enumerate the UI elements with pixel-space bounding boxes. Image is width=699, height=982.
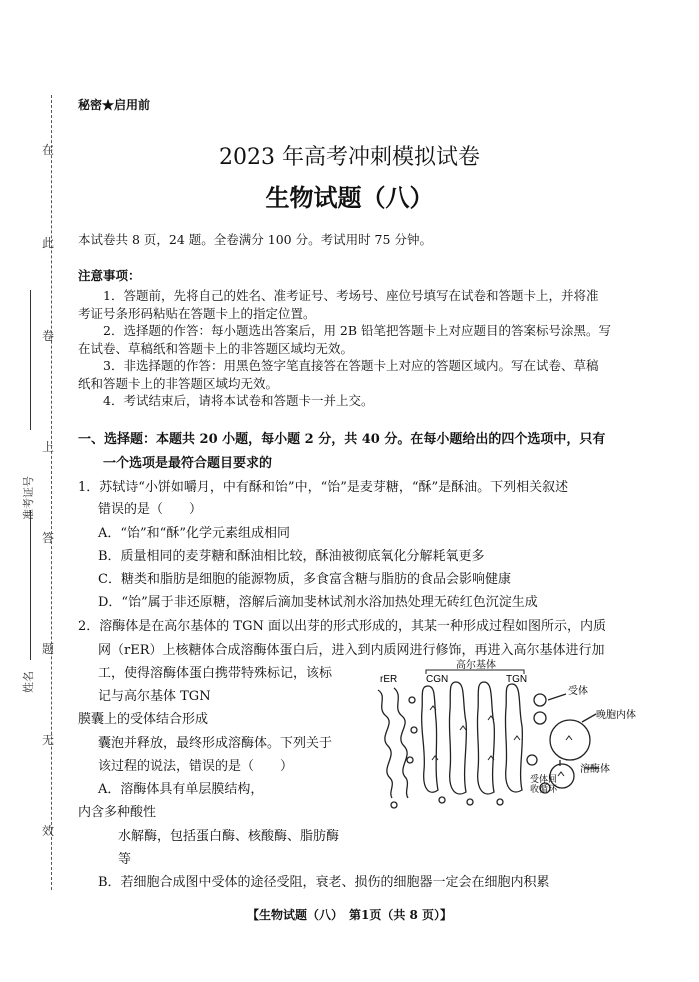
golgi-cisterna-2 <box>449 682 466 794</box>
q2-option-a-line1: A．溶酶体具有单层膜结构， <box>98 782 264 797</box>
section-heading-line2: 一个选项是最符合题目要求的 <box>103 456 273 471</box>
margin-char-1: 在 <box>42 143 55 157</box>
q2-stem-line5: 膜囊上的受体结合形成 <box>78 712 209 727</box>
figure-svg <box>370 660 636 810</box>
q2-stem-line1: 2．溶酶体是在高尔基体的 TGN 面以出芽的形式形成的，其某一种形成过程如图所示，内质 <box>78 619 606 634</box>
margin-char-6: 题 <box>42 642 55 656</box>
q2-option-a-line4: 等 <box>118 852 132 867</box>
q2-option-a-line3: 水解酶，包括蛋白酶、核酸酶、脂肪酶 <box>118 829 340 844</box>
q2-stem-line3: 工，使得溶酶体蛋白携带特殊标记，该标 <box>98 666 333 681</box>
q1-option-c: C．糖类和脂肪是细胞的能源物质，多食富含糖与脂肪的食品会影响健康 <box>98 572 511 587</box>
section-heading-line1: 一、选择题：本题共 20 小题，每小题 2 分，共 40 分。在每小题给出的四个选项中，只有 <box>78 432 606 447</box>
q2-stem-line6: 囊泡并释放，最终形成溶酶体。下列关于 <box>98 736 333 751</box>
figure-label-recycle-1: 受体回 <box>530 774 558 784</box>
exam-number-line <box>30 290 31 430</box>
margin-char-3: 卷 <box>42 329 55 343</box>
golgi-cisterna-3 <box>477 682 494 794</box>
notice-line-4: 在试卷、草稿纸和答题卡上的非答题区域均无效。 <box>78 341 354 356</box>
exam-subtitle: 生物试题（八） <box>265 183 434 212</box>
page-footer: 【生物试题（八） 第1页（共 8 页）】 <box>246 908 453 922</box>
figure-label-receptor: 受体 <box>568 686 588 697</box>
figure-label-cgn: CGN <box>426 674 449 685</box>
margin-char-5: 答 <box>42 531 55 545</box>
name-label: 姓名 <box>22 671 35 693</box>
golgi-cisterna-1 <box>422 686 438 792</box>
margin-char-7: 无 <box>42 733 55 747</box>
notice-line-7: 4．考试结束后，请将本试卷和答题卡一并上交。 <box>103 393 374 408</box>
exam-number-label: 准考证号 <box>22 476 35 520</box>
lysosome-figure <box>370 660 636 810</box>
golgi-cisterna-4 <box>505 684 522 792</box>
binding-dashed-line <box>51 95 52 890</box>
q2-stem-line7: 该过程的说法，错误的是（ ） <box>98 759 294 774</box>
late-endosome <box>550 720 590 760</box>
figure-label-golgi: 高尔基体 <box>456 660 496 671</box>
notice-line-3: 2．选择题的作答：每小题选出答案后，用 2B 铅笔把答题卡上对应题目的答案标号涂黑。写 <box>103 323 612 338</box>
name-line <box>30 510 31 660</box>
secret-label: 秘密★启用前 <box>78 98 151 112</box>
figure-label-lysosome: 溶酶体 <box>580 764 610 775</box>
exam-intro: 本试卷共 8 页，24 题。全卷满分 100 分。考试用时 75 分钟。 <box>78 232 432 247</box>
q2-stem-line4: 记与高尔基体 TGN <box>98 689 211 704</box>
margin-char-2: 此 <box>42 236 55 250</box>
q1-stem-line1: 1．苏轼诗“小饼如嚼月，中有酥和饴”中，“饴”是麦芽糖，“酥”是酥油。下列相关叙述 <box>78 480 569 495</box>
notice-heading: 注意事项： <box>78 268 141 283</box>
figure-label-tgn: TGN <box>506 674 528 685</box>
figure-label-recycle-2: 收循环 <box>530 784 558 794</box>
q2-option-a-line2: 内含多种酸性 <box>78 805 157 820</box>
figure-label-rer: rER <box>380 674 398 685</box>
q1-option-d: D．“饴”属于非还原糖，溶解后滴加斐林试剂水浴加热处理无砖红色沉淀生成 <box>98 595 538 610</box>
rer-membrane <box>378 690 392 798</box>
notice-line-1: 1．答题前，先将自己的姓名、准考证号、考场号、座位号填写在试卷和答题卡上，并将准 <box>103 288 599 303</box>
q1-option-b: B．质量相同的麦芽糖和酥油相比较，酥油被彻底氧化分解耗氧更多 <box>98 549 485 564</box>
q1-stem-line2: 错误的是（ ） <box>98 502 203 517</box>
q1-option-a: A．“饴”和“酥”化学元素组成相同 <box>98 526 290 541</box>
notice-line-5: 3．非选择题的作答：用黑色签字笔直接答在答题卡上对应的答题区域内。写在试卷、草稿 <box>103 358 599 373</box>
margin-char-4: 上 <box>42 440 55 454</box>
q2-option-b: B．若细胞合成图中受体的途径受阻，衰老、损伤的细胞器一定会在细胞内积累 <box>98 875 550 890</box>
figure-label-late-endosome: 晚胞内体 <box>596 710 636 721</box>
notice-line-6: 纸和答题卡上的非答题区域均无效。 <box>78 376 279 391</box>
notice-line-2: 考证号条形码粘贴在答题卡上的指定位置。 <box>78 306 316 321</box>
q2-stem-line2: 网（rER）上核糖体合成溶酶体蛋白后，进入到内质网进行修饰，再进入高尔基体进行加 <box>98 643 605 658</box>
exam-title: 2023 年高考冲刺模拟试卷 <box>219 145 480 170</box>
margin-char-8: 效 <box>42 824 55 838</box>
